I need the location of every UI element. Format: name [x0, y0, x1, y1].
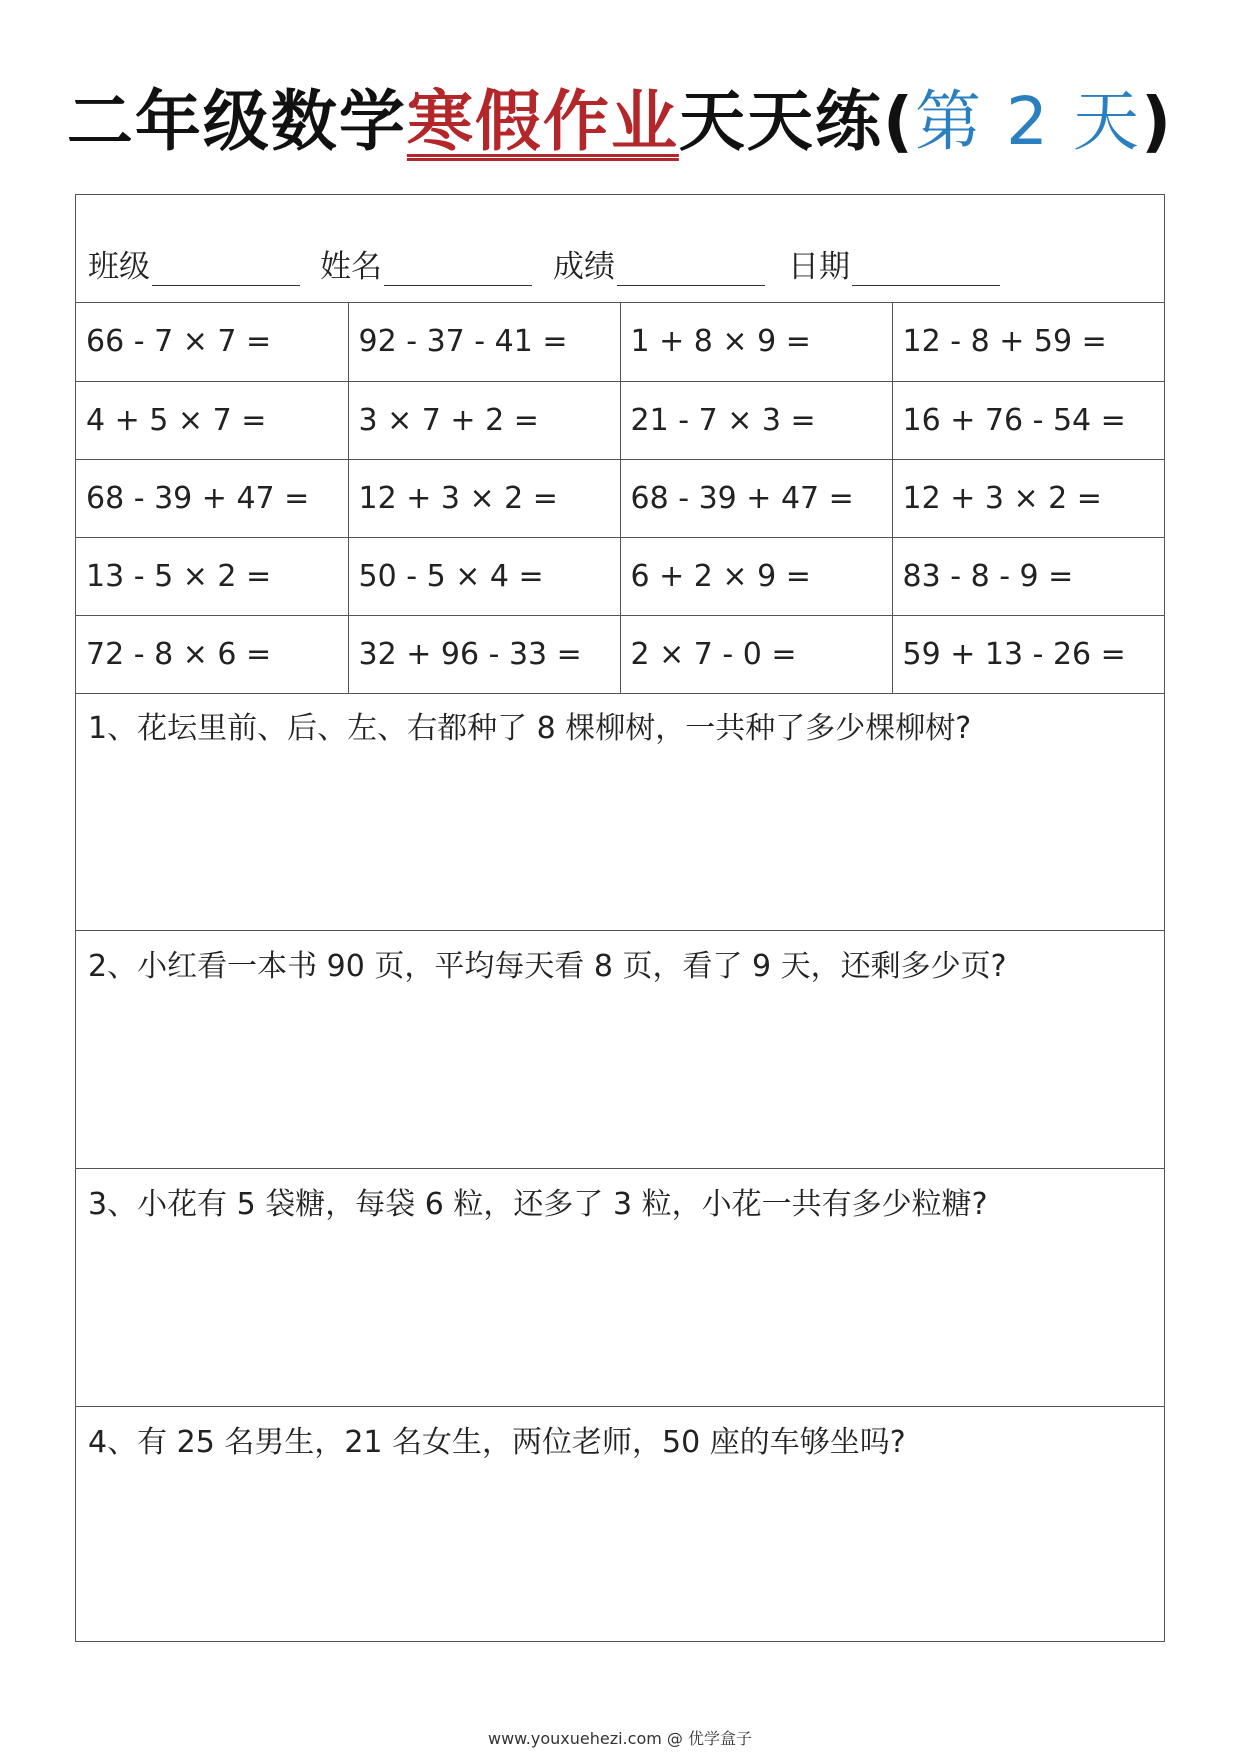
- word-problem-4: 4、有 25 名男生，21 名女生，两位老师，50 座的车够坐吗?: [88, 1425, 906, 1460]
- calc-cell: 50 - 5 × 4 =: [348, 537, 620, 615]
- calc-cell: 4 + 5 × 7 =: [76, 381, 348, 459]
- calc-cell: 32 + 96 - 33 =: [348, 615, 620, 693]
- date-blank[interactable]: [852, 255, 1000, 286]
- score-blank[interactable]: [617, 255, 765, 286]
- date-field: [788, 241, 1000, 286]
- word-problem-3: 3、小花有 5 袋糖，每袋 6 粒，还多了 3 粒，小花一共有多少粒糖?: [76, 1169, 1164, 1407]
- name-field: [320, 241, 532, 286]
- word-problem-1: 1、花坛里前、后、左、右都种了 8 棵柳树，一共种了多少棵柳树?: [76, 693, 1164, 931]
- class-label: 班级: [88, 249, 150, 285]
- title-practice: 天天练(: [678, 83, 916, 160]
- class-field: [88, 241, 300, 286]
- page-title: [0, 82, 1240, 162]
- footer-credit: www.youxuehezi.com @ 优学盒子: [488, 1729, 752, 1748]
- calc-cell: 6 + 2 × 9 =: [620, 537, 892, 615]
- calc-cell: 1 + 8 × 9 =: [620, 303, 892, 381]
- calc-cell: 16 + 76 - 54 =: [892, 381, 1164, 459]
- calc-cell: 72 - 8 × 6 =: [76, 615, 348, 693]
- calc-cell: 68 - 39 + 47 =: [76, 459, 348, 537]
- calc-cell: 59 + 13 - 26 =: [892, 615, 1164, 693]
- title-highlight: 寒假作业: [406, 83, 679, 160]
- calc-row: [76, 615, 1164, 693]
- score-label: 成绩: [553, 249, 615, 285]
- calc-cell: 68 - 39 + 47 =: [620, 459, 892, 537]
- score-field: [553, 241, 765, 286]
- calc-cell: 12 - 8 + 59 =: [892, 303, 1164, 381]
- title-close: ): [1140, 83, 1174, 160]
- calc-cell: 13 - 5 × 2 =: [76, 537, 348, 615]
- calc-cell: 66 - 7 × 7 =: [76, 303, 348, 381]
- calc-row: [76, 459, 1164, 537]
- word-problem-2: 2、小红看一本书 90 页，平均每天看 8 页，看了 9 天，还剩多少页?: [76, 931, 1164, 1169]
- calc-row: [76, 537, 1164, 615]
- calc-cell: 83 - 8 - 9 =: [892, 537, 1164, 615]
- calc-cell: 2 × 7 - 0 =: [620, 615, 892, 693]
- name-label: 姓名: [320, 249, 382, 285]
- calc-cell: 92 - 37 - 41 =: [348, 303, 620, 381]
- calculation-grid: [76, 303, 1164, 694]
- student-info-row: [76, 195, 1164, 303]
- calc-cell: 12 + 3 × 2 =: [892, 459, 1164, 537]
- calc-row: [76, 303, 1164, 381]
- title-grade: 二年级数学: [66, 83, 407, 160]
- title-day: 第 2 天: [915, 83, 1141, 160]
- name-blank[interactable]: [384, 255, 532, 286]
- calc-cell: 21 - 7 × 3 =: [620, 381, 892, 459]
- calc-cell: 12 + 3 × 2 =: [348, 459, 620, 537]
- date-label: 日期: [788, 249, 850, 285]
- class-blank[interactable]: [152, 255, 300, 286]
- calc-row: [76, 381, 1164, 459]
- worksheet: [75, 194, 1165, 1642]
- calc-cell: 3 × 7 + 2 =: [348, 381, 620, 459]
